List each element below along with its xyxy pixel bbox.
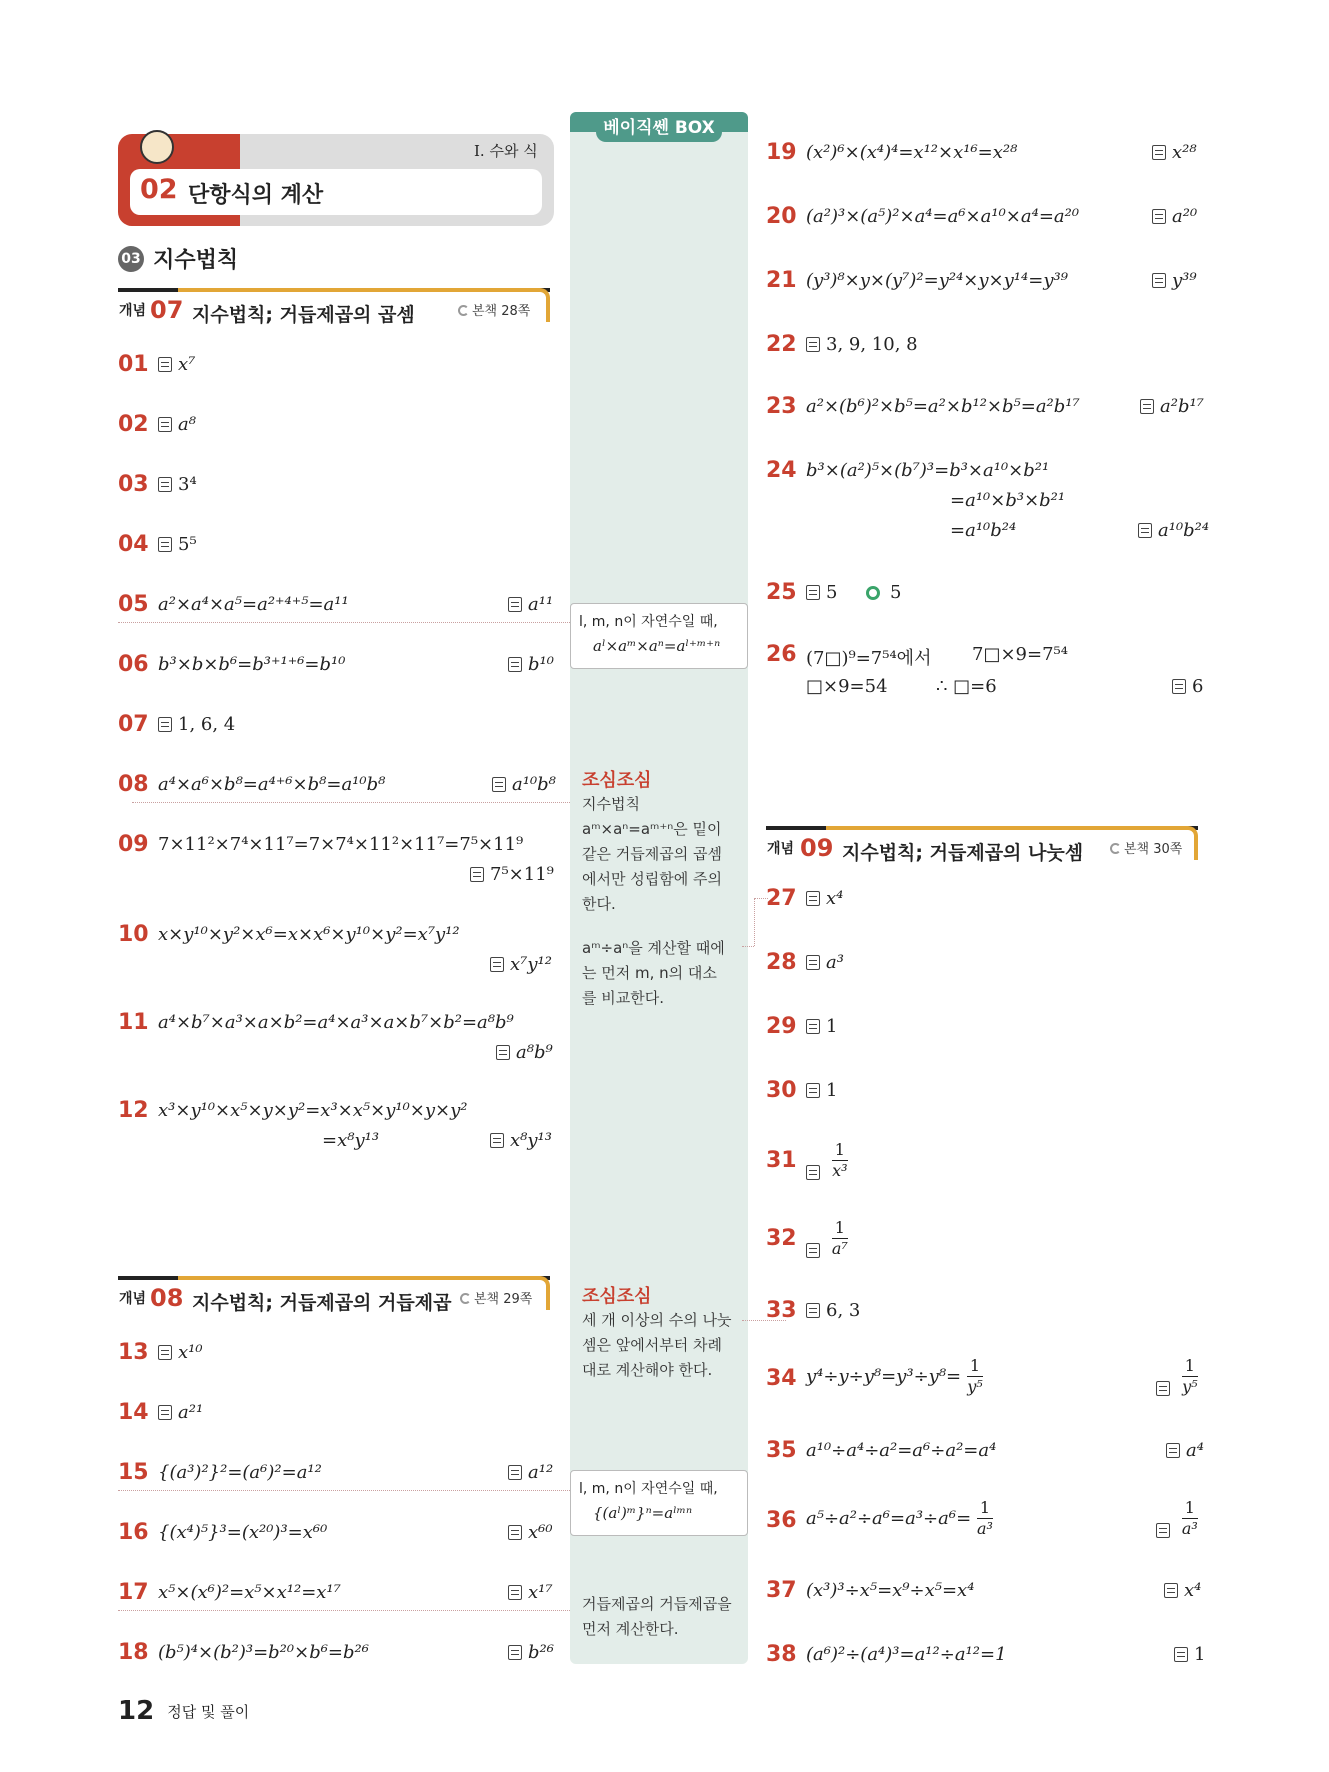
footer-label: 정답 및 풀이: [167, 1702, 250, 1721]
problem-answer: 1, 6, 4: [158, 714, 235, 735]
problem-answer: a¹²: [508, 1462, 553, 1483]
problem-answer: y³⁹: [1152, 270, 1197, 291]
problem-number: 16: [118, 1520, 149, 1545]
answer-icon: [158, 1405, 172, 1420]
problem-answer: 3, 9, 10, 8: [806, 334, 918, 355]
problem-answer: 5⁵: [158, 534, 197, 555]
answer-icon: [158, 417, 172, 432]
rule-formula: {(aˡ)ᵐ}ⁿ=aˡᵐⁿ: [593, 1504, 693, 1522]
problem-number: 14: [118, 1400, 149, 1425]
problem-answer-alt: 5: [866, 582, 901, 603]
problem-expression: 7□×9=7⁵⁴: [972, 644, 1068, 665]
problem-expression: b³×(a²)⁵×(b⁷)³=b³×a¹⁰×b²¹: [806, 460, 1050, 481]
problem-number: 02: [118, 412, 149, 437]
problem-number: 22: [766, 332, 797, 357]
caution-text: 지수법칙 aᵐ×aⁿ=aᵐ⁺ⁿ은 밑이 같은 거듭제곱의 곱셈 에서만 성립함에 주의 한다.: [582, 795, 722, 913]
problem-number: 33: [766, 1298, 797, 1323]
answer-icon: [158, 1345, 172, 1360]
problem-number: 20: [766, 204, 797, 229]
problem-answer: $\frac{1}{\text{y⁵}}$: [1156, 1356, 1198, 1397]
problem-expression: (b⁵)⁴×(b²)³=b²⁰×b⁶=b²⁶: [158, 1642, 369, 1663]
problem-number: 08: [118, 772, 149, 797]
chapter-ref: I. 수와 식: [474, 142, 538, 160]
section-title: 지수법칙; 거듭제곱의 곱셈: [192, 304, 415, 326]
problem-answer: x²⁸: [1152, 142, 1197, 163]
problem-expression-line2: □×9=54: [806, 676, 888, 697]
section-title: 지수법칙; 거듭제곱의 거듭제곱: [192, 1292, 452, 1314]
problem-answer: b¹⁰: [508, 654, 554, 675]
problem-number: 09: [118, 832, 149, 857]
problem-expression: a⁴×b⁷×a³×a×b²=a⁴×a³×a×b⁷×b²=a⁸b⁹: [158, 1012, 514, 1033]
problem-expression: (x²)⁶×(x⁴)⁴=x¹²×x¹⁶=x²⁸: [806, 142, 1018, 163]
answer-icon: [158, 717, 172, 732]
problem-answer: a²¹: [158, 1402, 203, 1423]
problem-expression-line3: =a¹⁰b²⁴: [950, 520, 1017, 541]
answer-icon: [806, 1303, 820, 1318]
problem-number: 25: [766, 580, 797, 605]
answer-icon: [1172, 679, 1186, 694]
answer-icon: [806, 1083, 820, 1098]
problem-expression: b³×b×b⁶=b³⁺¹⁺⁶=b¹⁰: [158, 654, 346, 675]
caution-title: 조심조심: [582, 1286, 652, 1307]
sub-num: 03: [118, 246, 144, 272]
answer-icon: [1174, 1647, 1188, 1662]
problem-number: 19: [766, 140, 797, 165]
answer-icon: [1166, 1443, 1180, 1458]
problem-answer: $\frac{1}{\text{x³}}$: [806, 1140, 848, 1181]
answer-icon: [1138, 523, 1152, 538]
mascot-icon: [140, 130, 174, 164]
problem-expression: a⁴×a⁶×b⁸=a⁴⁺⁶×b⁸=a¹⁰b⁸: [158, 774, 386, 795]
problem-expression: y⁴÷y÷y⁸=y³÷y⁸= $\frac{1}{\text{y⁵}}$: [806, 1356, 983, 1396]
section-num: 09: [800, 834, 834, 862]
problem-expression: a²×(b⁶)²×b⁵=a²×b¹²×b⁵=a²b¹⁷: [806, 396, 1080, 417]
problem-answer: x⁷: [158, 354, 195, 375]
caution-text: 세 개 이상의 수의 나눗 셈은 앞에서부터 차례 대로 계산해야 한다.: [582, 1311, 732, 1379]
problem-number: 04: [118, 532, 149, 557]
answer-icon: [806, 1243, 820, 1258]
reference-icon: [458, 305, 469, 316]
subsection-heading: [118, 243, 238, 274]
reference-icon: [460, 1293, 471, 1304]
section-title: 지수법칙; 거듭제곱의 나눗셈: [842, 842, 1084, 864]
problem-number: 31: [766, 1148, 797, 1173]
problem-answer: $\frac{1}{\text{a⁷}}$: [806, 1218, 848, 1259]
connector-line: [132, 802, 572, 803]
answer-icon: [470, 867, 484, 882]
problem-expression: (a²)³×(a⁵)²×a⁴=a⁶×a¹⁰×a⁴=a²⁰: [806, 206, 1080, 227]
problem-answer: 1: [806, 1016, 837, 1037]
book-ref: 본책 30쪽: [1110, 838, 1182, 857]
problem-answer: x⁴: [1164, 1580, 1201, 1601]
problem-answer: x¹⁷: [508, 1582, 553, 1603]
answer-icon: [806, 1165, 820, 1180]
answer-icon: [1164, 1583, 1178, 1598]
problem-number: 21: [766, 268, 797, 293]
answer-icon: [508, 1645, 522, 1660]
rule-box: [570, 603, 748, 669]
page-number: 12: [118, 1696, 155, 1726]
problem-answer: a¹⁰b⁸: [492, 774, 556, 795]
answer-icon: [508, 1525, 522, 1540]
book-ref: 본책 28쪽: [458, 300, 530, 319]
problem-number: 10: [118, 922, 149, 947]
connector-line: [742, 946, 754, 947]
answer-icon: [806, 337, 820, 352]
answer-icon: [1152, 209, 1166, 224]
connector-line: [754, 898, 755, 946]
problem-answer: a¹⁰b²⁴: [1138, 520, 1209, 541]
problem-number: 29: [766, 1014, 797, 1039]
section-num: 07: [150, 296, 184, 324]
problem-expression: {(x⁴)⁵}³=(x²⁰)³=x⁶⁰: [158, 1522, 328, 1543]
answer-icon: [1140, 399, 1154, 414]
tip-text: 거듭제곱의 거듭제곱을 먼저 계산한다.: [582, 1595, 732, 1638]
problem-number: 06: [118, 652, 149, 677]
chapter-num: 02: [140, 174, 178, 205]
answer-icon: [496, 1045, 510, 1060]
answer-icon: [1152, 273, 1166, 288]
problem-answer: a²⁰: [1152, 206, 1197, 227]
problem-answer: a⁴: [1166, 1440, 1204, 1461]
connector-line: [118, 622, 570, 623]
answer-icon: [508, 597, 522, 612]
sub-title: 지수법칙: [153, 248, 239, 273]
answer-icon: [508, 657, 522, 672]
problem-answer: 5: [806, 582, 837, 603]
chapter-title: 단항식의 계산: [188, 183, 324, 208]
magnifier-icon: [866, 586, 880, 600]
answer-icon: [158, 537, 172, 552]
rule-line: l, m, n이 자연수일 때,: [579, 614, 718, 630]
problem-number: 26: [766, 642, 797, 667]
problem-number: 05: [118, 592, 149, 617]
answer-icon: [806, 891, 820, 906]
answer-icon: [158, 477, 172, 492]
problem-answer: 3⁴: [158, 474, 197, 495]
problem-answer: a⁸: [158, 414, 196, 435]
answer-icon: [508, 1465, 522, 1480]
problem-expression-line2: =a¹⁰×b³×b²¹: [950, 490, 1066, 511]
problem-answer: 1: [1174, 1644, 1205, 1665]
answer-icon: [1156, 1381, 1170, 1396]
problem-answer: 7⁵×11⁹: [470, 864, 554, 885]
problem-number: 28: [766, 950, 797, 975]
problem-number: 11: [118, 1010, 149, 1035]
answer-icon: [158, 357, 172, 372]
problem-number: 15: [118, 1460, 149, 1485]
problem-answer: a¹¹: [508, 594, 553, 615]
problem-answer: a⁸b⁹: [496, 1042, 553, 1063]
problem-answer: x⁶⁰: [508, 1522, 553, 1543]
caution-title: 조심조심: [582, 770, 652, 791]
problem-answer: 6: [1172, 676, 1203, 697]
problem-number: 27: [766, 886, 797, 911]
problem-number: 36: [766, 1508, 797, 1533]
book-ref: 본책 29쪽: [460, 1288, 532, 1307]
problem-expression: (y³)⁸×y×(y⁷)²=y²⁴×y×y¹⁴=y³⁹: [806, 270, 1068, 291]
problem-expression: a²×a⁴×a⁵=a²⁺⁴⁺⁵=a¹¹: [158, 594, 349, 615]
problem-number: 07: [118, 712, 149, 737]
problem-expression: a¹⁰÷a⁴÷a²=a⁶÷a²=a⁴: [806, 1440, 997, 1461]
problem-answer: 1: [806, 1080, 837, 1101]
section-tag: 개념: [767, 841, 795, 857]
basic-box-title-tab: [596, 114, 722, 142]
page-footer: [118, 1696, 249, 1726]
problem-number: 23: [766, 394, 797, 419]
problem-expression: x×y¹⁰×y²×x⁶=x×x⁶×y¹⁰×y²=x⁷y¹²: [158, 924, 460, 945]
rule-line: l, m, n이 자연수일 때,: [579, 1481, 718, 1497]
problem-number: 12: [118, 1098, 149, 1123]
answer-icon: [806, 955, 820, 970]
connector-line: [118, 1610, 570, 1611]
problem-number: 13: [118, 1340, 149, 1365]
answer-icon: [806, 585, 820, 600]
reference-icon: [1110, 843, 1121, 854]
answer-icon: [508, 1585, 522, 1600]
chapter-header: [118, 134, 556, 226]
problem-answer: x⁷y¹²: [490, 954, 552, 975]
section-num: 08: [150, 1284, 184, 1312]
problem-number: 35: [766, 1438, 797, 1463]
answer-icon: [1152, 145, 1166, 160]
answer-icon: [490, 957, 504, 972]
basic-box-title: 베이직쎈 BOX: [603, 118, 715, 138]
problem-number: 38: [766, 1642, 797, 1667]
problem-expression-line2: =x⁸y¹³: [322, 1130, 380, 1151]
answer-icon: [1156, 1523, 1170, 1538]
problem-expression-line2: ∴ □=6: [936, 676, 997, 697]
problem-number: 24: [766, 458, 797, 483]
problem-number: 03: [118, 472, 149, 497]
problem-answer: x⁴: [806, 888, 843, 909]
section-tag: 개념: [119, 303, 147, 319]
problem-expression: (a⁶)²÷(a⁴)³=a¹²÷a¹²=1: [806, 1644, 1007, 1665]
problem-answer: a²b¹⁷: [1140, 396, 1204, 417]
problem-number: 01: [118, 352, 149, 377]
problem-expression: x³×y¹⁰×x⁵×y×y²=x³×x⁵×y¹⁰×y×y²: [158, 1100, 468, 1121]
rule-formula: aˡ×aᵐ×aⁿ=aˡ⁺ᵐ⁺ⁿ: [593, 637, 721, 655]
problem-answer: b²⁶: [508, 1642, 554, 1663]
problem-number: 18: [118, 1640, 149, 1665]
problem-answer: x⁸y¹³: [490, 1130, 552, 1151]
answer-icon: [492, 777, 506, 792]
problem-answer: 6, 3: [806, 1300, 860, 1321]
tip-text: aᵐ÷aⁿ을 계산할 때에 는 먼저 m, n의 대소 를 비교한다.: [582, 939, 725, 1007]
problem-expression: {(a³)²}²=(a⁶)²=a¹²: [158, 1462, 322, 1483]
problem-expression: 7×11²×7⁴×11⁷=7×7⁴×11²×11⁷=7⁵×11⁹: [158, 834, 524, 855]
problem-answer: $\frac{1}{\text{a³}}$: [1156, 1498, 1198, 1539]
problem-number: 37: [766, 1578, 797, 1603]
problem-answer: x¹⁰: [158, 1342, 203, 1363]
problem-number: 17: [118, 1580, 149, 1605]
problem-number: 30: [766, 1078, 797, 1103]
answer-icon: [806, 1019, 820, 1034]
problem-number: 32: [766, 1226, 797, 1251]
answer-icon: [490, 1133, 504, 1148]
problem-answer: a³: [806, 952, 844, 973]
section-tag: 개념: [119, 1291, 147, 1307]
problem-expression: (x³)³÷x⁵=x⁹÷x⁵=x⁴: [806, 1580, 975, 1601]
connector-line: [118, 1490, 570, 1491]
rule-box: [570, 1470, 748, 1536]
problem-number: 34: [766, 1366, 797, 1391]
problem-expression: x⁵×(x⁶)²=x⁵×x¹²=x¹⁷: [158, 1582, 341, 1603]
problem-expression: a⁵÷a²÷a⁶=a³÷a⁶= $\frac{1}{\text{a³}}$: [806, 1498, 993, 1538]
problem-expression: (7□)⁹=7⁵⁴에서: [806, 648, 932, 669]
